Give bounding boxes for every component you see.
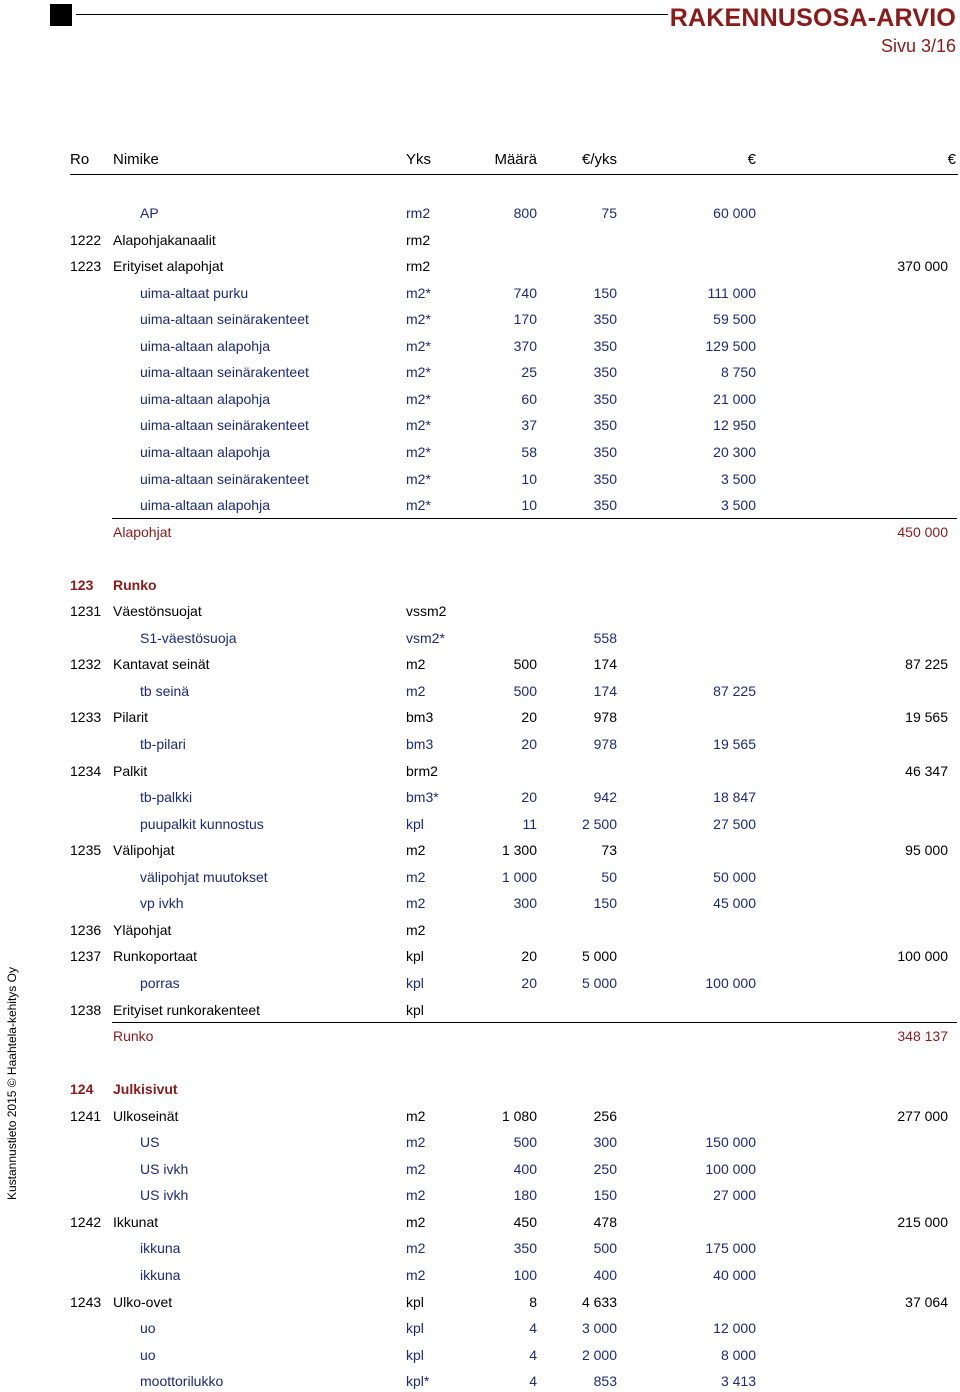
row-name: Runkoportaat (113, 948, 198, 965)
row-name: tb-palkki (140, 789, 193, 806)
row-quantity: 11 (522, 815, 537, 832)
sub-item-row (0, 336, 960, 356)
row-quantity: 20 (521, 709, 537, 726)
row-unit: m2 (406, 868, 426, 885)
row-unit-price: 5 000 (581, 974, 617, 991)
sub-item-row (0, 362, 960, 382)
row-unit-price: 150 (593, 895, 617, 912)
row-quantity: 100 (513, 1267, 537, 1283)
row-code: 1223 (70, 258, 102, 275)
row-name: S1-väestösuoja (140, 629, 237, 646)
row-unit-price: 250 (593, 1160, 617, 1177)
row-quantity: 58 (521, 443, 537, 460)
row-name: Alapohjat (113, 523, 172, 540)
row-quantity: 10 (521, 497, 537, 514)
row-unit: rm2 (406, 231, 431, 248)
row-unit: m2* (406, 443, 431, 460)
row-unit: m2 (406, 682, 426, 699)
row-unit-price: 558 (593, 629, 617, 646)
row-total: 87 225 (905, 656, 948, 673)
row-unit: m2* (406, 284, 431, 301)
row-total: 46 347 (905, 762, 948, 779)
item-row (0, 707, 960, 727)
row-quantity: 300 (513, 895, 537, 912)
page-number: Sivu 3/16 (880, 36, 956, 56)
row-unit: m2 (406, 1107, 426, 1124)
row-unit: rm2 (406, 258, 431, 275)
row-subtotal: 60 000 (713, 205, 756, 221)
item-row (0, 256, 960, 276)
row-quantity: 4 (529, 1346, 537, 1363)
row-name: US ivkh (140, 1187, 189, 1204)
row-unit-price: 350 (593, 390, 617, 407)
row-name: uo (140, 1346, 156, 1363)
row-unit: brm2 (406, 762, 438, 779)
row-unit-price: 400 (593, 1267, 617, 1283)
row-name: vp ivkh (140, 895, 184, 912)
row-subtotal: 129 500 (705, 337, 756, 354)
row-name: uo (140, 1320, 156, 1337)
sub-item-row (0, 1238, 960, 1258)
row-subtotal: 18 847 (713, 789, 756, 806)
row-name: välipohjat muutokset (140, 868, 268, 885)
row-quantity: 4 (529, 1373, 537, 1390)
row-unit: bm3 (406, 736, 434, 752)
row-total: 100 000 (897, 948, 948, 965)
column-header-unit: Yks (406, 151, 432, 168)
row-unit: m2 (406, 1213, 426, 1230)
row-subtotal: 20 300 (713, 443, 756, 460)
row-name: ikkuna (140, 1240, 181, 1257)
sub-item-row (0, 814, 960, 834)
row-unit-price: 942 (593, 789, 617, 806)
sub-item-row (0, 1265, 960, 1285)
row-subtotal: 59 500 (713, 311, 756, 328)
row-unit-price: 500 (593, 1240, 617, 1257)
row-subtotal: 175 000 (705, 1240, 756, 1257)
row-subtotal: 100 000 (705, 974, 756, 991)
item-row (0, 1292, 960, 1312)
row-unit-price: 256 (593, 1107, 617, 1124)
item-row (0, 946, 960, 966)
row-quantity: 180 (513, 1187, 537, 1204)
row-unit: vsm2* (406, 629, 445, 646)
row-unit-price: 300 (593, 1134, 617, 1151)
row-unit: vssm2 (406, 603, 447, 620)
sub-item-row (0, 1159, 960, 1179)
row-code: 1234 (70, 762, 102, 779)
item-row (0, 761, 960, 781)
row-unit: m2* (406, 417, 431, 434)
row-name: Ulko-ovet (113, 1293, 173, 1310)
row-code: 124 (70, 1081, 94, 1098)
row-subtotal: 8 750 (720, 364, 756, 381)
sub-item-row (0, 973, 960, 993)
row-unit-price: 350 (593, 337, 617, 354)
row-subtotal: 50 000 (713, 868, 756, 885)
row-name: Erityiset alapohjat (113, 258, 224, 275)
item-row (0, 920, 960, 940)
row-code: 123 (70, 576, 94, 593)
row-quantity: 20 (521, 974, 537, 991)
row-code: 1238 (70, 1001, 102, 1018)
row-subtotal: 3 500 (720, 470, 756, 487)
row-unit-price: 50 (601, 868, 617, 885)
row-unit-price: 350 (593, 497, 617, 514)
row-name: uima-altaan seinärakenteet (140, 417, 309, 434)
sub-item-row (0, 309, 960, 329)
row-total: 277 000 (897, 1107, 948, 1124)
sub-item-row (0, 1318, 960, 1338)
row-unit: kpl (406, 1346, 424, 1363)
row-unit-price: 73 (601, 842, 617, 859)
row-name: US ivkh (140, 1160, 189, 1177)
row-unit: kpl* (406, 1373, 430, 1390)
row-code: 1243 (70, 1293, 102, 1310)
sub-item-row (0, 1132, 960, 1152)
row-code: 1231 (70, 603, 102, 620)
row-quantity: 740 (513, 284, 537, 301)
row-quantity: 450 (513, 1213, 537, 1230)
section-heading-row (0, 575, 960, 595)
row-quantity: 500 (513, 656, 537, 673)
item-row (0, 601, 960, 621)
summary-rule (112, 1022, 957, 1023)
row-total: 19 565 (905, 709, 948, 726)
row-unit: m2* (406, 337, 431, 354)
row-name: puupalkit kunnostus (140, 815, 264, 832)
row-quantity: 20 (521, 789, 537, 806)
row-subtotal: 111 000 (707, 284, 756, 301)
row-unit: m2 (406, 656, 426, 673)
row-unit-price: 350 (593, 311, 617, 328)
row-code: 1232 (70, 656, 102, 673)
sub-item-row (0, 893, 960, 913)
row-quantity: 500 (513, 682, 537, 699)
row-unit-price: 4 633 (581, 1293, 617, 1310)
row-quantity: 10 (521, 470, 537, 487)
row-subtotal: 45 000 (713, 895, 756, 912)
row-unit: m2 (406, 1134, 426, 1151)
row-quantity: 8 (529, 1293, 537, 1310)
row-name: uima-altaan alapohja (140, 390, 270, 407)
row-name: Runko (113, 576, 157, 593)
row-unit: m2 (406, 895, 426, 912)
row-unit-price: 174 (593, 656, 617, 673)
row-code: 1237 (70, 948, 102, 965)
row-unit-price: 150 (593, 284, 617, 301)
sub-item-row (0, 389, 960, 409)
row-quantity: 1 000 (501, 868, 537, 885)
item-row (0, 840, 960, 860)
row-quantity: 37 (521, 417, 537, 434)
sub-item-row (0, 787, 960, 807)
sub-item-row (0, 442, 960, 462)
row-quantity: 170 (513, 311, 537, 328)
row-unit: m2 (406, 921, 426, 938)
row-unit: kpl (406, 1293, 424, 1310)
sub-item-row (0, 415, 960, 435)
section-total-row (0, 522, 960, 542)
row-unit-price: 3 000 (581, 1320, 617, 1337)
row-name: uima-altaat purku (140, 284, 249, 301)
row-unit: bm3* (406, 789, 439, 806)
row-subtotal: 100 000 (705, 1160, 756, 1177)
row-unit: m2 (406, 1267, 426, 1283)
row-name: Runko (113, 1028, 154, 1045)
row-code: 1242 (70, 1213, 102, 1230)
row-name: Erityiset runkorakenteet (113, 1001, 261, 1018)
row-name: US (140, 1134, 160, 1151)
row-name: AP (140, 205, 159, 221)
row-unit-price: 350 (593, 443, 617, 460)
row-unit: m2* (406, 497, 431, 514)
row-unit: m2 (406, 1160, 426, 1177)
sub-item-row (0, 203, 960, 223)
sub-item-row (0, 1371, 960, 1391)
row-unit: rm2 (406, 205, 431, 221)
column-header-ro: Ro (70, 151, 90, 168)
row-unit-price: 978 (593, 736, 617, 752)
row-subtotal: 19 565 (713, 736, 756, 752)
row-unit-price: 2 000 (581, 1346, 617, 1363)
row-unit-price: 478 (593, 1213, 617, 1230)
column-header-name: Nimike (113, 151, 159, 168)
row-unit-price: 350 (593, 470, 617, 487)
row-name: uima-altaan alapohja (140, 337, 270, 354)
row-name: moottorilukko (140, 1373, 224, 1390)
row-name: Väestönsuojat (113, 603, 202, 620)
row-unit-price: 75 (601, 205, 617, 221)
section-total-row (0, 1026, 960, 1046)
sub-item-row (0, 628, 960, 648)
row-quantity: 500 (513, 1134, 537, 1151)
row-code: 1241 (70, 1107, 102, 1124)
sub-item-row (0, 1345, 960, 1365)
row-unit: m2* (406, 390, 431, 407)
column-header-unit-price: €/yks (581, 151, 617, 168)
row-quantity: 350 (513, 1240, 537, 1257)
row-name: Palkit (113, 762, 148, 779)
row-unit-price: 5 000 (581, 948, 617, 965)
row-name: Alapohjakanaalit (113, 231, 216, 248)
row-name: uima-altaan seinärakenteet (140, 470, 309, 487)
row-total: 450 000 (897, 523, 948, 540)
row-name: uima-altaan seinärakenteet (140, 364, 309, 381)
row-quantity: 1 300 (501, 842, 537, 859)
row-total: 37 064 (905, 1293, 948, 1310)
row-code: 1236 (70, 921, 102, 938)
row-code: 1235 (70, 842, 102, 859)
row-subtotal: 27 000 (713, 1187, 756, 1204)
document-title: RAKENNUSOSA-ARVIO (669, 4, 956, 32)
row-quantity: 20 (521, 948, 537, 965)
row-subtotal: 3 500 (720, 497, 756, 514)
row-name: Julkisivut (113, 1081, 178, 1098)
row-name: Pilarit (113, 709, 149, 726)
row-name: Ulkoseinät (113, 1107, 179, 1124)
row-subtotal: 8 000 (720, 1346, 756, 1363)
row-name: ikkuna (140, 1267, 181, 1283)
item-row (0, 654, 960, 674)
row-subtotal: 40 000 (713, 1267, 756, 1283)
sub-item-row (0, 495, 960, 515)
row-name: uima-altaan alapohja (140, 497, 270, 514)
row-unit: kpl (406, 1001, 424, 1018)
row-total: 370 000 (897, 258, 948, 275)
row-unit-price: 150 (593, 1187, 617, 1204)
row-unit-price: 350 (593, 417, 617, 434)
row-quantity: 4 (529, 1320, 537, 1337)
row-name: tb-pilari (140, 736, 186, 752)
row-unit: kpl (406, 815, 424, 832)
row-unit: m2* (406, 470, 431, 487)
row-subtotal: 21 000 (713, 390, 756, 407)
row-unit: kpl (406, 1320, 424, 1337)
row-unit: kpl (406, 974, 424, 991)
row-name: Välipohjat (113, 842, 175, 859)
column-header-subtotal: € (747, 151, 756, 168)
row-quantity: 400 (513, 1160, 537, 1177)
copyright-side-text: Kustannustieto 2015 © Haahtela-kehitys Oy (5, 967, 19, 1200)
row-unit-price: 2 500 (581, 815, 617, 832)
row-total: 95 000 (905, 842, 948, 859)
item-row (0, 1000, 960, 1020)
row-unit: kpl (406, 948, 424, 965)
row-name: uima-altaan seinärakenteet (140, 311, 309, 328)
row-name: Yläpohjat (113, 921, 172, 938)
summary-rule (112, 518, 957, 519)
row-code: 1233 (70, 709, 102, 726)
row-unit: m2 (406, 1240, 426, 1257)
sub-item-row (0, 681, 960, 701)
item-row (0, 1212, 960, 1232)
row-quantity: 25 (521, 364, 537, 381)
section-heading-row (0, 1079, 960, 1099)
row-subtotal: 87 225 (713, 682, 756, 699)
row-subtotal: 12 000 (713, 1320, 756, 1337)
row-code: 1222 (70, 231, 102, 248)
row-name: uima-altaan alapohja (140, 443, 270, 460)
row-subtotal: 3 413 (720, 1373, 756, 1390)
column-header-total: € (947, 151, 956, 168)
row-name: porras (140, 974, 180, 991)
row-quantity: 1 080 (501, 1107, 537, 1124)
sub-item-row (0, 734, 960, 754)
sub-item-row (0, 1185, 960, 1205)
row-unit: m2 (406, 842, 426, 859)
item-row (0, 1106, 960, 1126)
row-quantity: 800 (513, 205, 537, 221)
row-total: 215 000 (897, 1213, 948, 1230)
column-header-quantity: Määrä (494, 151, 537, 168)
row-subtotal: 150 000 (705, 1134, 756, 1151)
row-quantity: 370 (513, 337, 537, 354)
row-unit-price: 853 (593, 1373, 617, 1390)
row-subtotal: 12 950 (713, 417, 756, 434)
row-name: tb seinä (140, 682, 190, 699)
sub-item-row (0, 283, 960, 303)
item-row (0, 230, 960, 250)
row-unit: m2 (406, 1187, 426, 1204)
row-unit-price: 350 (593, 364, 617, 381)
sub-item-row (0, 469, 960, 489)
row-total: 348 137 (897, 1028, 948, 1045)
row-unit: bm3 (406, 709, 434, 726)
row-subtotal: 27 500 (713, 815, 756, 832)
row-name: Kantavat seinät (113, 656, 210, 673)
row-unit: m2* (406, 311, 431, 328)
row-unit-price: 174 (593, 682, 617, 699)
sub-item-row (0, 867, 960, 887)
row-name: Ikkunat (113, 1213, 159, 1230)
row-quantity: 20 (521, 736, 537, 752)
row-quantity: 60 (521, 390, 537, 407)
row-unit-price: 978 (593, 709, 617, 726)
row-unit: m2* (406, 364, 431, 381)
